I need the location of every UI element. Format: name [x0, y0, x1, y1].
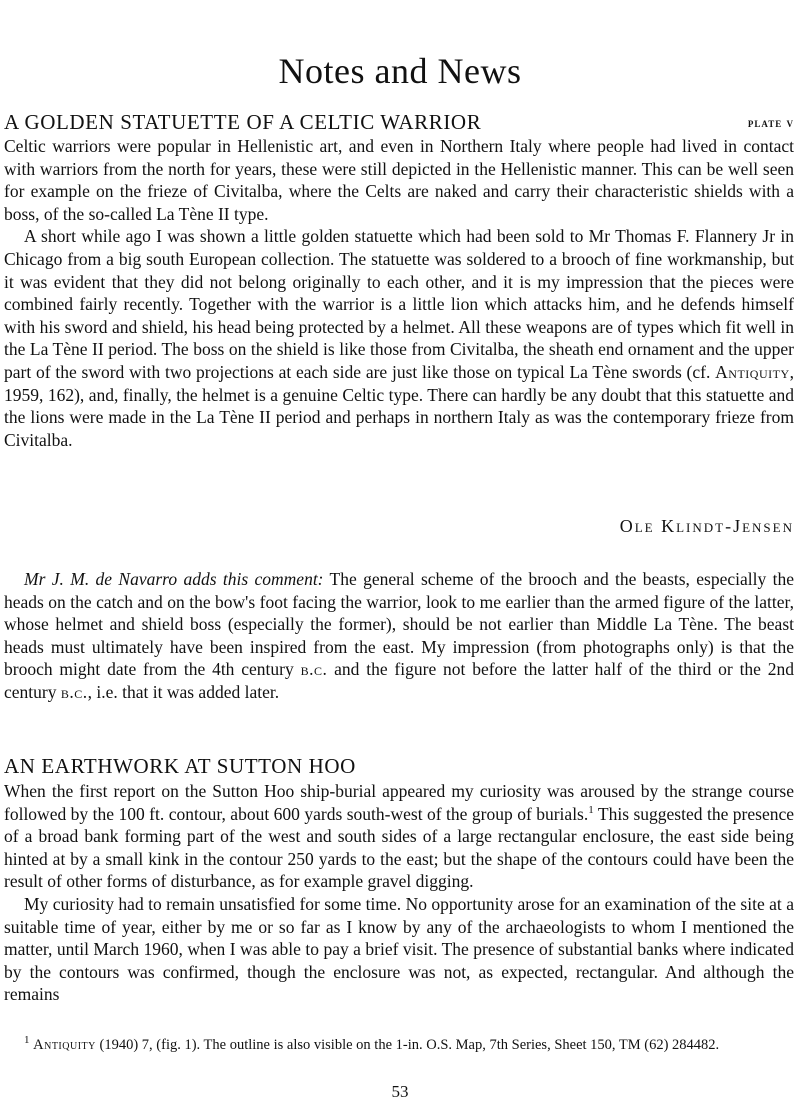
plate-reference: plate v [747, 115, 794, 130]
paragraph: Celtic warriors were popular in Hellenistic art, and even in Northern Italy where people had lived in contact with warriors from the north for years, these were still depicted in the Hellenistic manner. This can be well seen for example on the frieze of Civitalba, where the Celts are naked and carry their characteristic shields with a boss, of the so-called La Tène II type. [4, 136, 794, 224]
article-title-celtic-warrior: A GOLDEN STATUETTE OF A CELTIC WARRIOR [4, 110, 482, 134]
paragraph: My curiosity had to remain unsatisfied for some time. No opportunity arose for an examination of the site at a suitable time of year, either by me or so far as I know by any of the archaeologists to whom I mentioned the matter, until March 1960, when I was able to pay a brief visit. The presence of substantial banks where indicated by the contours was confirmed, though the enclosure was not, as expected, rectangular. And although the remains [4, 893, 794, 1005]
text-span: This suggested the presence of a broad bank forming part of the west and south sides of a large rectangular enclosure, the east side being hinted at by a small kink in the contour 250 yards to the east; but the shape of the contours could have been the result of other forms of disturbance, as for example gravel digging. [4, 803, 795, 892]
article-body-celtic-warrior [4, 135, 794, 451]
page-title: Notes and News [278, 51, 522, 91]
paragraph [4, 225, 794, 451]
text-span: , i.e. that it was added later. [87, 681, 280, 702]
journal-name: Antiquity [33, 1037, 96, 1053]
text-span: , 1959, 162), and, finally, the helmet is a genuine Celtic type. There can hardly be any doubt that this statuette and the lions were made in the La Tène II period and perhaps in northern Italy as was the contemporary frieze from Civitalba. [4, 361, 794, 450]
era-abbrev: b.c. [300, 659, 328, 680]
editor-comment [4, 568, 794, 704]
author-signature: Ole Klindt-Jensen [619, 516, 794, 536]
comment-intro: Mr J. M. de Navarro adds this comment: [24, 569, 324, 589]
text-span: A short while ago I was shown a little golden statuette which had been sold to Mr Thomas F. Flannery Jr in Chicago from a big south European collection. The statuette was soldered to a brooch of fine workmanship, but it was evident that they did not belong originally to each other, and it is my impression that the pieces were combined fairly recently. Together with the warrior is a little lion which attacks him, and he defends himself with his sword and shield, his head being protected by a helmet. All these weapons are of types which fit well in the La Tène II period. The boss on the shield is like those from Civitalba, the sheath end ornament and the upper part of the sword with two projections at each side are just like those on typical La Tène swords (cf. [4, 226, 794, 382]
paragraph [4, 568, 794, 704]
page-number: 53 [391, 1082, 409, 1101]
footnote-text [4, 1036, 794, 1055]
paragraph [4, 780, 794, 893]
article-title-sutton-hoo: AN EARTHWORK AT SUTTON HOO [4, 754, 356, 778]
article-heading-row [4, 110, 794, 134]
footnote-marker: 1 [588, 803, 594, 816]
text-span: and the figure not before the latter half of the third or the 2nd century [4, 659, 795, 702]
text-span: When the first report on the Sutton Hoo ship-burial appeared my curiosity was aroused by the strange course followed by the 100 ft. contour, about 600 yards south-west of the group of burials. [4, 781, 794, 824]
footnote [4, 1036, 794, 1055]
era-abbrev: b.c. [60, 681, 88, 702]
text-span: (1940) 7, (fig. 1). The outline is also visible on the 1-in. O.S. Map, 7th Series, Sheet 150, TM (62) 284482. [95, 1037, 720, 1053]
journal-name: Antiquity [715, 361, 790, 382]
article-body-sutton-hoo [4, 780, 794, 1006]
text-span: The general scheme of the brooch and the beasts, especially the heads on the catch and on the bow's foot facing the warrior, look to me earlier than the armed figure of the latter, whose helmet and shield boss (especially the former), should be not earlier than Middle La Tène. The beast heads must ultimately have been inspired from the east. My impression (from photographs only) is that the brooch might date from the 4th century [4, 569, 794, 680]
footnote-number: 1 [24, 1034, 30, 1047]
